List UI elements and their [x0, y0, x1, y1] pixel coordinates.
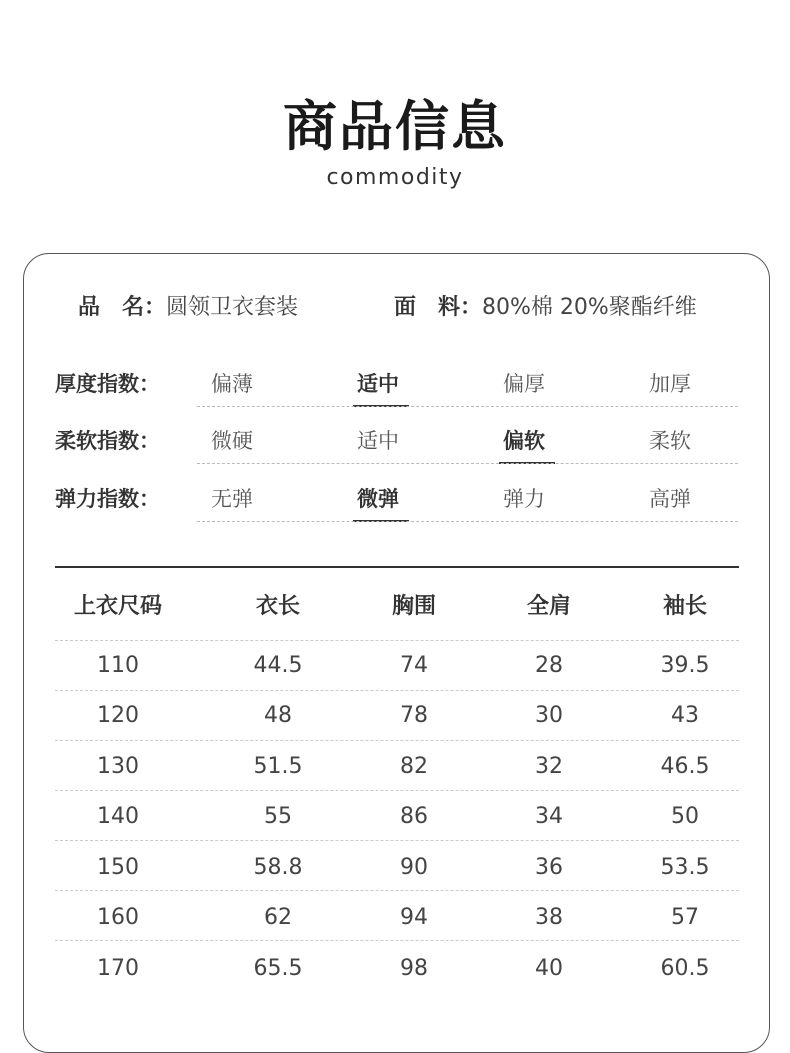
table-cell: 140	[97, 804, 139, 829]
table-row-divider	[55, 940, 739, 941]
table-row-divider	[55, 690, 739, 691]
table-row-divider	[55, 790, 739, 791]
table-cell: 58.8	[253, 855, 303, 880]
thickness-index-label: 厚度指数：	[55, 372, 160, 396]
elasticity-option: 无弹	[211, 487, 253, 511]
table-cell: 86	[400, 804, 428, 829]
table-cell: 30	[535, 703, 563, 728]
table-cell: 170	[97, 956, 139, 981]
table-row-divider	[55, 840, 739, 841]
table-cell: 65.5	[253, 956, 303, 981]
table-cell: 46.5	[660, 754, 710, 779]
table-cell: 36	[535, 855, 563, 880]
table-cell: 50	[671, 804, 699, 829]
size-table-header: 胸围	[391, 594, 436, 619]
table-cell: 28	[535, 653, 563, 678]
softness-option: 微硬	[211, 429, 253, 453]
table-cell: 78	[400, 703, 428, 728]
size-table-header: 上衣尺码	[73, 594, 162, 619]
table-cell: 34	[535, 804, 563, 829]
table-cell: 40	[535, 956, 563, 981]
size-table-header: 袖长	[662, 594, 707, 619]
thickness-option: 偏薄	[211, 372, 253, 396]
product-name-row	[78, 290, 298, 326]
product-name-label: 品 名：	[78, 295, 167, 320]
table-cell: 57	[671, 905, 699, 930]
table-cell: 44.5	[253, 653, 303, 678]
elasticity-option-selected: 微弹	[357, 487, 399, 511]
table-cell: 130	[97, 754, 139, 779]
table-row-divider	[55, 740, 739, 741]
table-cell: 53.5	[660, 855, 710, 880]
table-cell: 120	[97, 703, 139, 728]
thickness-option: 加厚	[649, 372, 691, 396]
table-cell: 160	[97, 905, 139, 930]
table-cell: 150	[97, 855, 139, 880]
table-cell: 51.5	[253, 754, 303, 779]
table-cell: 39.5	[660, 653, 710, 678]
table-cell: 98	[400, 956, 428, 981]
thickness-option-selected: 适中	[357, 372, 399, 396]
material-label: 面 料：	[394, 295, 483, 320]
table-row-divider	[55, 890, 739, 891]
product-name-value: 圆领卫衣套装	[166, 295, 299, 320]
softness-divider	[197, 463, 738, 464]
table-cell: 82	[400, 754, 428, 779]
table-cell: 90	[400, 855, 428, 880]
elasticity-divider	[197, 521, 738, 522]
elasticity-index-label: 弹力指数：	[55, 487, 160, 511]
material-row	[394, 290, 697, 326]
softness-option: 适中	[357, 429, 399, 453]
size-table-header: 衣长	[255, 594, 300, 619]
table-cell: 38	[535, 905, 563, 930]
table-cell: 48	[264, 703, 292, 728]
size-table-top-rule	[55, 566, 739, 568]
table-cell: 43	[671, 703, 699, 728]
table-cell: 74	[400, 653, 428, 678]
elasticity-option: 高弹	[649, 487, 691, 511]
softness-option-selected: 偏软	[503, 429, 545, 453]
table-cell: 60.5	[660, 956, 710, 981]
thickness-option: 偏厚	[503, 372, 545, 396]
thickness-divider	[197, 406, 738, 407]
size-table-header: 全肩	[526, 594, 571, 619]
softness-option: 柔软	[649, 429, 691, 453]
elasticity-option: 弹力	[503, 487, 545, 511]
table-cell: 55	[264, 804, 292, 829]
table-cell: 94	[400, 905, 428, 930]
table-cell: 32	[535, 754, 563, 779]
page-title: 商品信息	[283, 95, 507, 158]
material-value: 80%棉 20%聚酯纤维	[482, 295, 697, 320]
table-row-divider	[55, 640, 739, 641]
softness-index-label: 柔软指数：	[55, 429, 160, 453]
page-subtitle: commodity	[326, 165, 464, 190]
table-cell: 110	[97, 653, 139, 678]
table-cell: 62	[264, 905, 292, 930]
